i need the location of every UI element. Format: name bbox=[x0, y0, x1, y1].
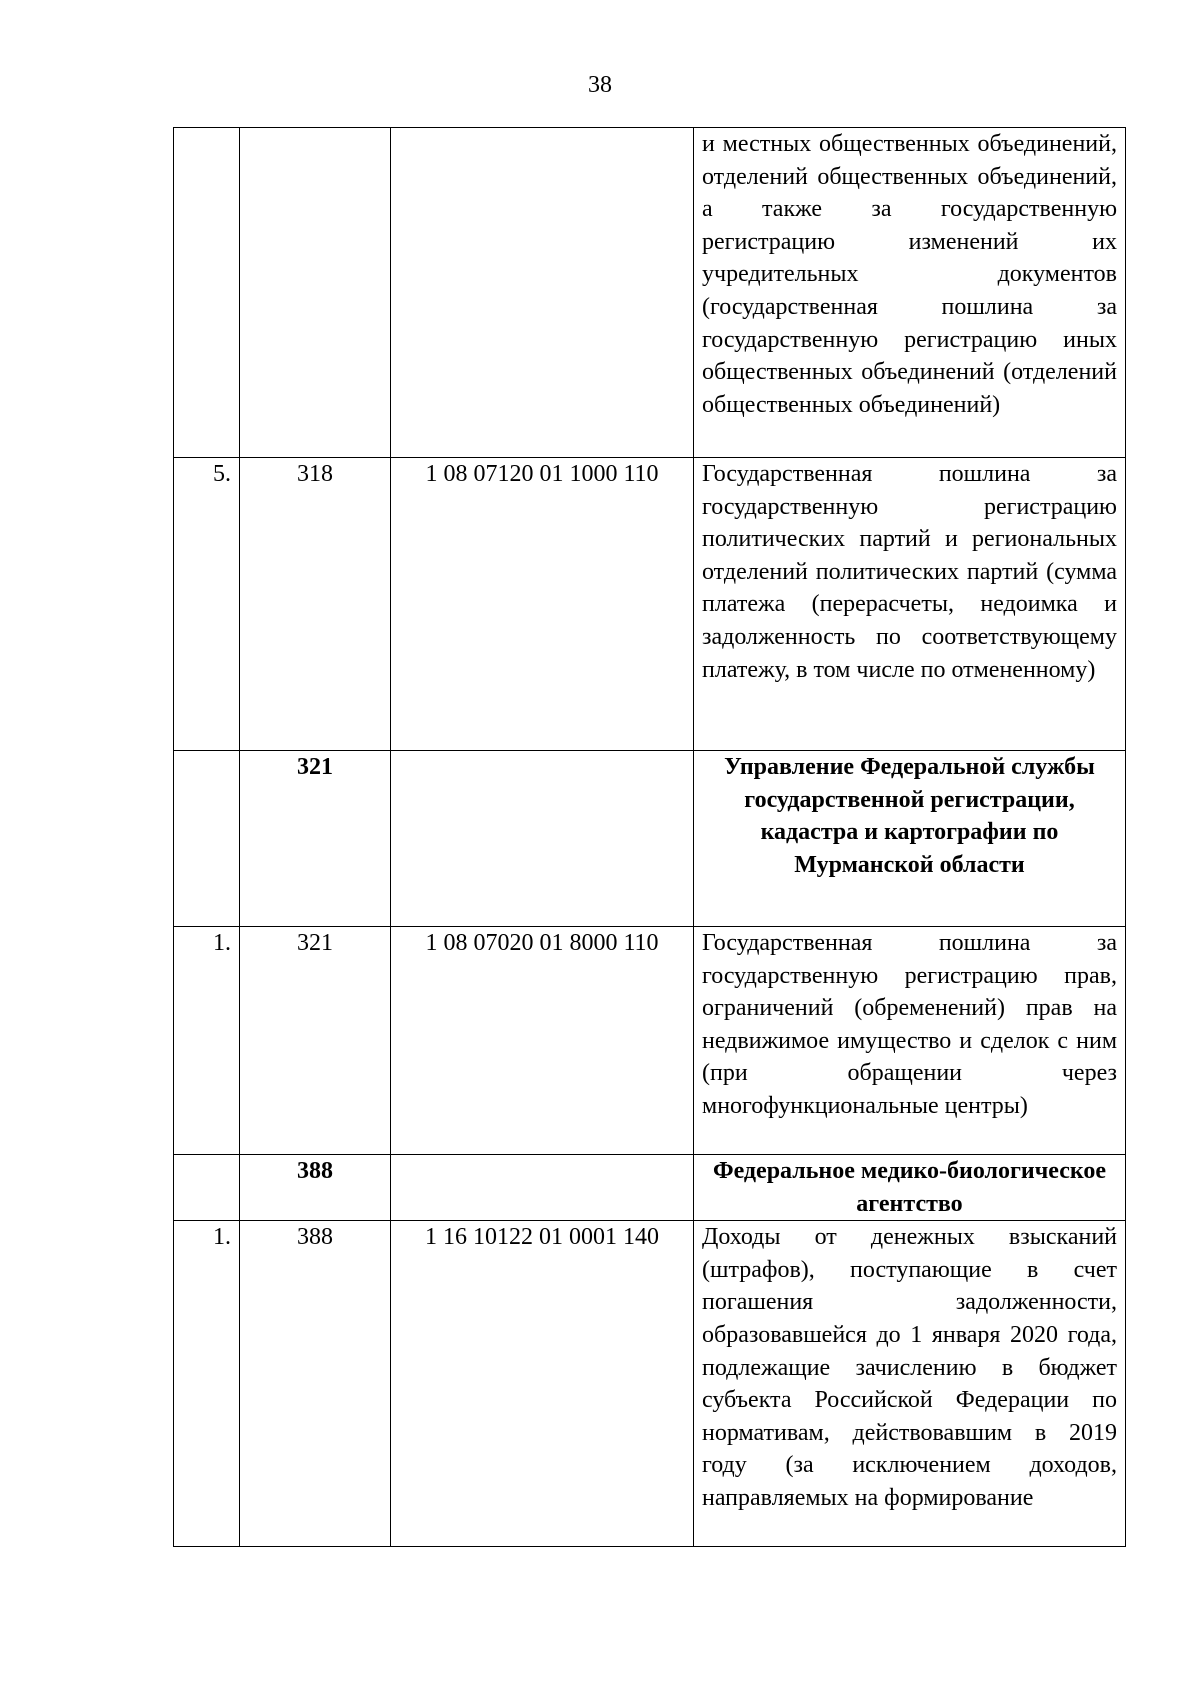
budget-classification-code bbox=[391, 751, 694, 927]
row-number: 1. bbox=[174, 927, 240, 1155]
table-row bbox=[174, 927, 1126, 1155]
row-number: 1. bbox=[174, 1221, 240, 1547]
revenue-description: Доходы от денежных взысканий (штрафов), поступающие в счет погашения задолженности, образовавшейся до 1 января 2020 года, подлежащие зачислению в бюджет субъекта Российской Федерации по нормативам, действовавшим в 2019 году (за исключением доходов, направляемых на формирование bbox=[694, 1221, 1126, 1547]
budget-classification-code bbox=[391, 128, 694, 458]
revenue-description: Государственная пошлина за государственную регистрацию прав, ограничений (обременений) прав на недвижимое имущество и сделок с ним (при обращении через многофункциональные центры) bbox=[694, 927, 1126, 1155]
table-row bbox=[174, 1221, 1126, 1547]
budget-classification-code: 1 08 07120 01 1000 110 bbox=[391, 458, 694, 751]
table-row bbox=[174, 128, 1126, 458]
administrator-section-header bbox=[174, 1155, 1126, 1221]
budget-classification-code: 1 08 07020 01 8000 110 bbox=[391, 927, 694, 1155]
revenue-description: и местных общественных объединений, отделений общественных объединений, а также за государственную регистрацию изменений их учредительных документов (государственная пошлина за государственную регистрацию иных общественных объединений (отделений общественных объединений) bbox=[694, 128, 1126, 458]
administrator-name: Управление Федеральной службы государственной регистрации, кадастра и картографии по Мурманской области bbox=[694, 751, 1126, 927]
page-number: 38 bbox=[588, 72, 612, 98]
administrator-code: 318 bbox=[240, 458, 391, 751]
revenue-codes-table bbox=[173, 127, 1126, 1547]
administrator-code: 388 bbox=[240, 1221, 391, 1547]
administrator-code: 321 bbox=[240, 751, 391, 927]
administrator-code: 321 bbox=[240, 927, 391, 1155]
revenue-description: Государственная пошлина за государственную регистрацию политических партий и региональных отделений политических партий (сумма платежа (перерасчеты, недоимка и задолженность по соответствующему платежу, в том числе по отмененному) bbox=[694, 458, 1126, 751]
table-row bbox=[174, 458, 1126, 751]
budget-classification-code: 1 16 10122 01 0001 140 bbox=[391, 1221, 694, 1547]
row-number bbox=[174, 751, 240, 927]
administrator-name: Федеральное медико-биологическое агентство bbox=[694, 1155, 1126, 1221]
row-number bbox=[174, 1155, 240, 1221]
administrator-code bbox=[240, 128, 391, 458]
budget-classification-code bbox=[391, 1155, 694, 1221]
administrator-section-header bbox=[174, 751, 1126, 927]
row-number bbox=[174, 128, 240, 458]
administrator-code: 388 bbox=[240, 1155, 391, 1221]
row-number: 5. bbox=[174, 458, 240, 751]
